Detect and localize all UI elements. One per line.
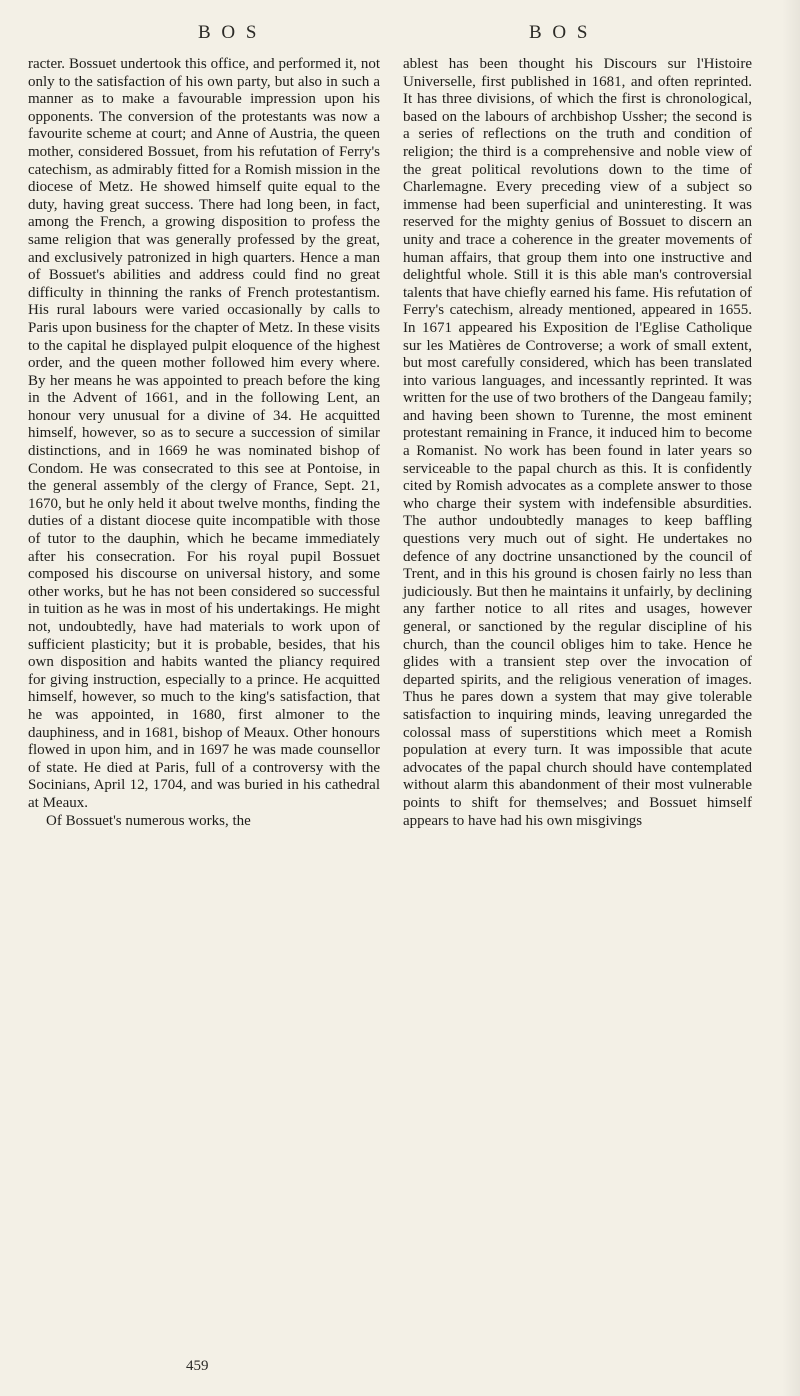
right-column <box>403 56 752 830</box>
running-head-left: B O S <box>198 22 260 43</box>
paragraph: Of Bossuet's numerous works, the <box>46 812 251 829</box>
running-head-right: B O S <box>529 22 591 43</box>
left-column <box>28 56 380 830</box>
paragraph: ablest has been thought his Discours sur l'Histoire Universelle, first published in 1681, and often reprinted. It has three divisions, of which the first is chronological, based on the labours of archbishop Ussher; the second is a series of reflections on the truth and condition of religion; the third is a comprehensive and noble view of the great political revolutions down to the time of Charlemagne. Every preceding view of a subject so immense had been superficial and uninteresting. It was reserved for the mighty genius of Bossuet to discern an unity and trace a coherence in the greater movements of human affairs, that group them into one instructive and delightful whole. Still it is this able man's controversial talents that have chiefly earned his fame. His refutation of Ferry's catechism, already mentioned, appeared in 1655. In 1671 appeared his Exposition de l'Eglise Catholique sur les Matières de Controverse; a work of small extent, but most carefully considered, which has been translated into various languages, and incessantly reprinted. It was written for the use of two brothers of the Dangeau family; and having been shown to Turenne, the most eminent protestant remaining in France, it induced him to become a Romanist. No work has been found in later years so serviceable to the papal church as this. It is confidently cited by Romish advocates as a complete answer to those who charge their system with indefensible absurdities. The author undoubtedly manages to keep baffling questions very much out of sight. He undertakes no defence of any doctrine unsanctioned by the council of Trent, and in this his ground is chosen fairly no less than judiciously. But then he maintains it unfairly, by declining any farther notice to all rites and usages, however general, or sanctioned by the regular discipline of his church, than the council obliges him to take. Hence he glides with a transient step over the invocation of departed spirits, and the religious veneration of images. Thus he pares down a system that may give tolerable satisfaction to inquiring minds, leaving unregarded the colossal mass of superstitions which meet a Romish population at every turn. It was impossible that acute advocates of the papal church should have contemplated without alarm this abandonment of their most vulnerable points to shift for themselves; and Bossuet himself appears to have had his own misgivings <box>403 56 752 829</box>
paragraph: racter. Bossuet undertook this office, and performed it, not only to the satisfaction of his own party, but also in such a manner as to make a favourable impression upon his opponents. The conversion of the protestants was now a favourite scheme at court; and Anne of Austria, the queen mother, considered Bossuet, from his refutation of Ferry's catechism, as admirably fitted for a Romish mission in the diocese of Metz. He showed himself quite equal to the duty, having great success. There had long been, in fact, among the French, a growing disposition to profess the same religion that was generally professed by the great, and exclusively patronized in high quarters. Hence a man of Bossuet's abilities and address could find no great difficulty in thinning the ranks of French protestantism. His rural labours were varied occasionally by calls to Paris upon business for the chapter of Metz. In these visits to the capital he displayed pulpit eloquence of the highest order, and the queen mother followed him every where. By her means he was appointed to preach before the king in the Advent of 1661, and in the following Lent, an honour very unusual for a divine of 34. He acquitted himself, however, so as to secure a succession of similar distinctions, and in 1669 he was nominated bishop of Condom. He was consecrated to this see at Pontoise, in the general assembly of the clergy of France, Sept. 21, 1670, but he only held it about twelve months, finding the duties of a distant diocese quite incompatible with those of tutor to the dauphin, which he became immediately after his consecration. For his royal pupil Bossuet composed his discourse on universal history, and some other works, but he has not been considered so successful in tuition as he was in most of his undertakings. He might not, undoubtedly, have had materials to work upon of sufficient plasticity; but it is probable, besides, that his own disposition and habits wanted the pliancy required for giving instruction, especially to a prince. He acquitted himself, however, so much to the king's satisfaction, that he was appointed, in 1680, first almoner to the dauphiness, and in 1681, bishop of Meaux. Other honours flowed in upon him, and in 1697 he was made counsellor of state. He died at Paris, full of a controversy with the Socinians, April 12, 1704, and was buried in his cathedral at Meaux. <box>28 56 380 811</box>
page-edge-shadow <box>782 0 800 1396</box>
page-number: 459 <box>186 1358 209 1374</box>
